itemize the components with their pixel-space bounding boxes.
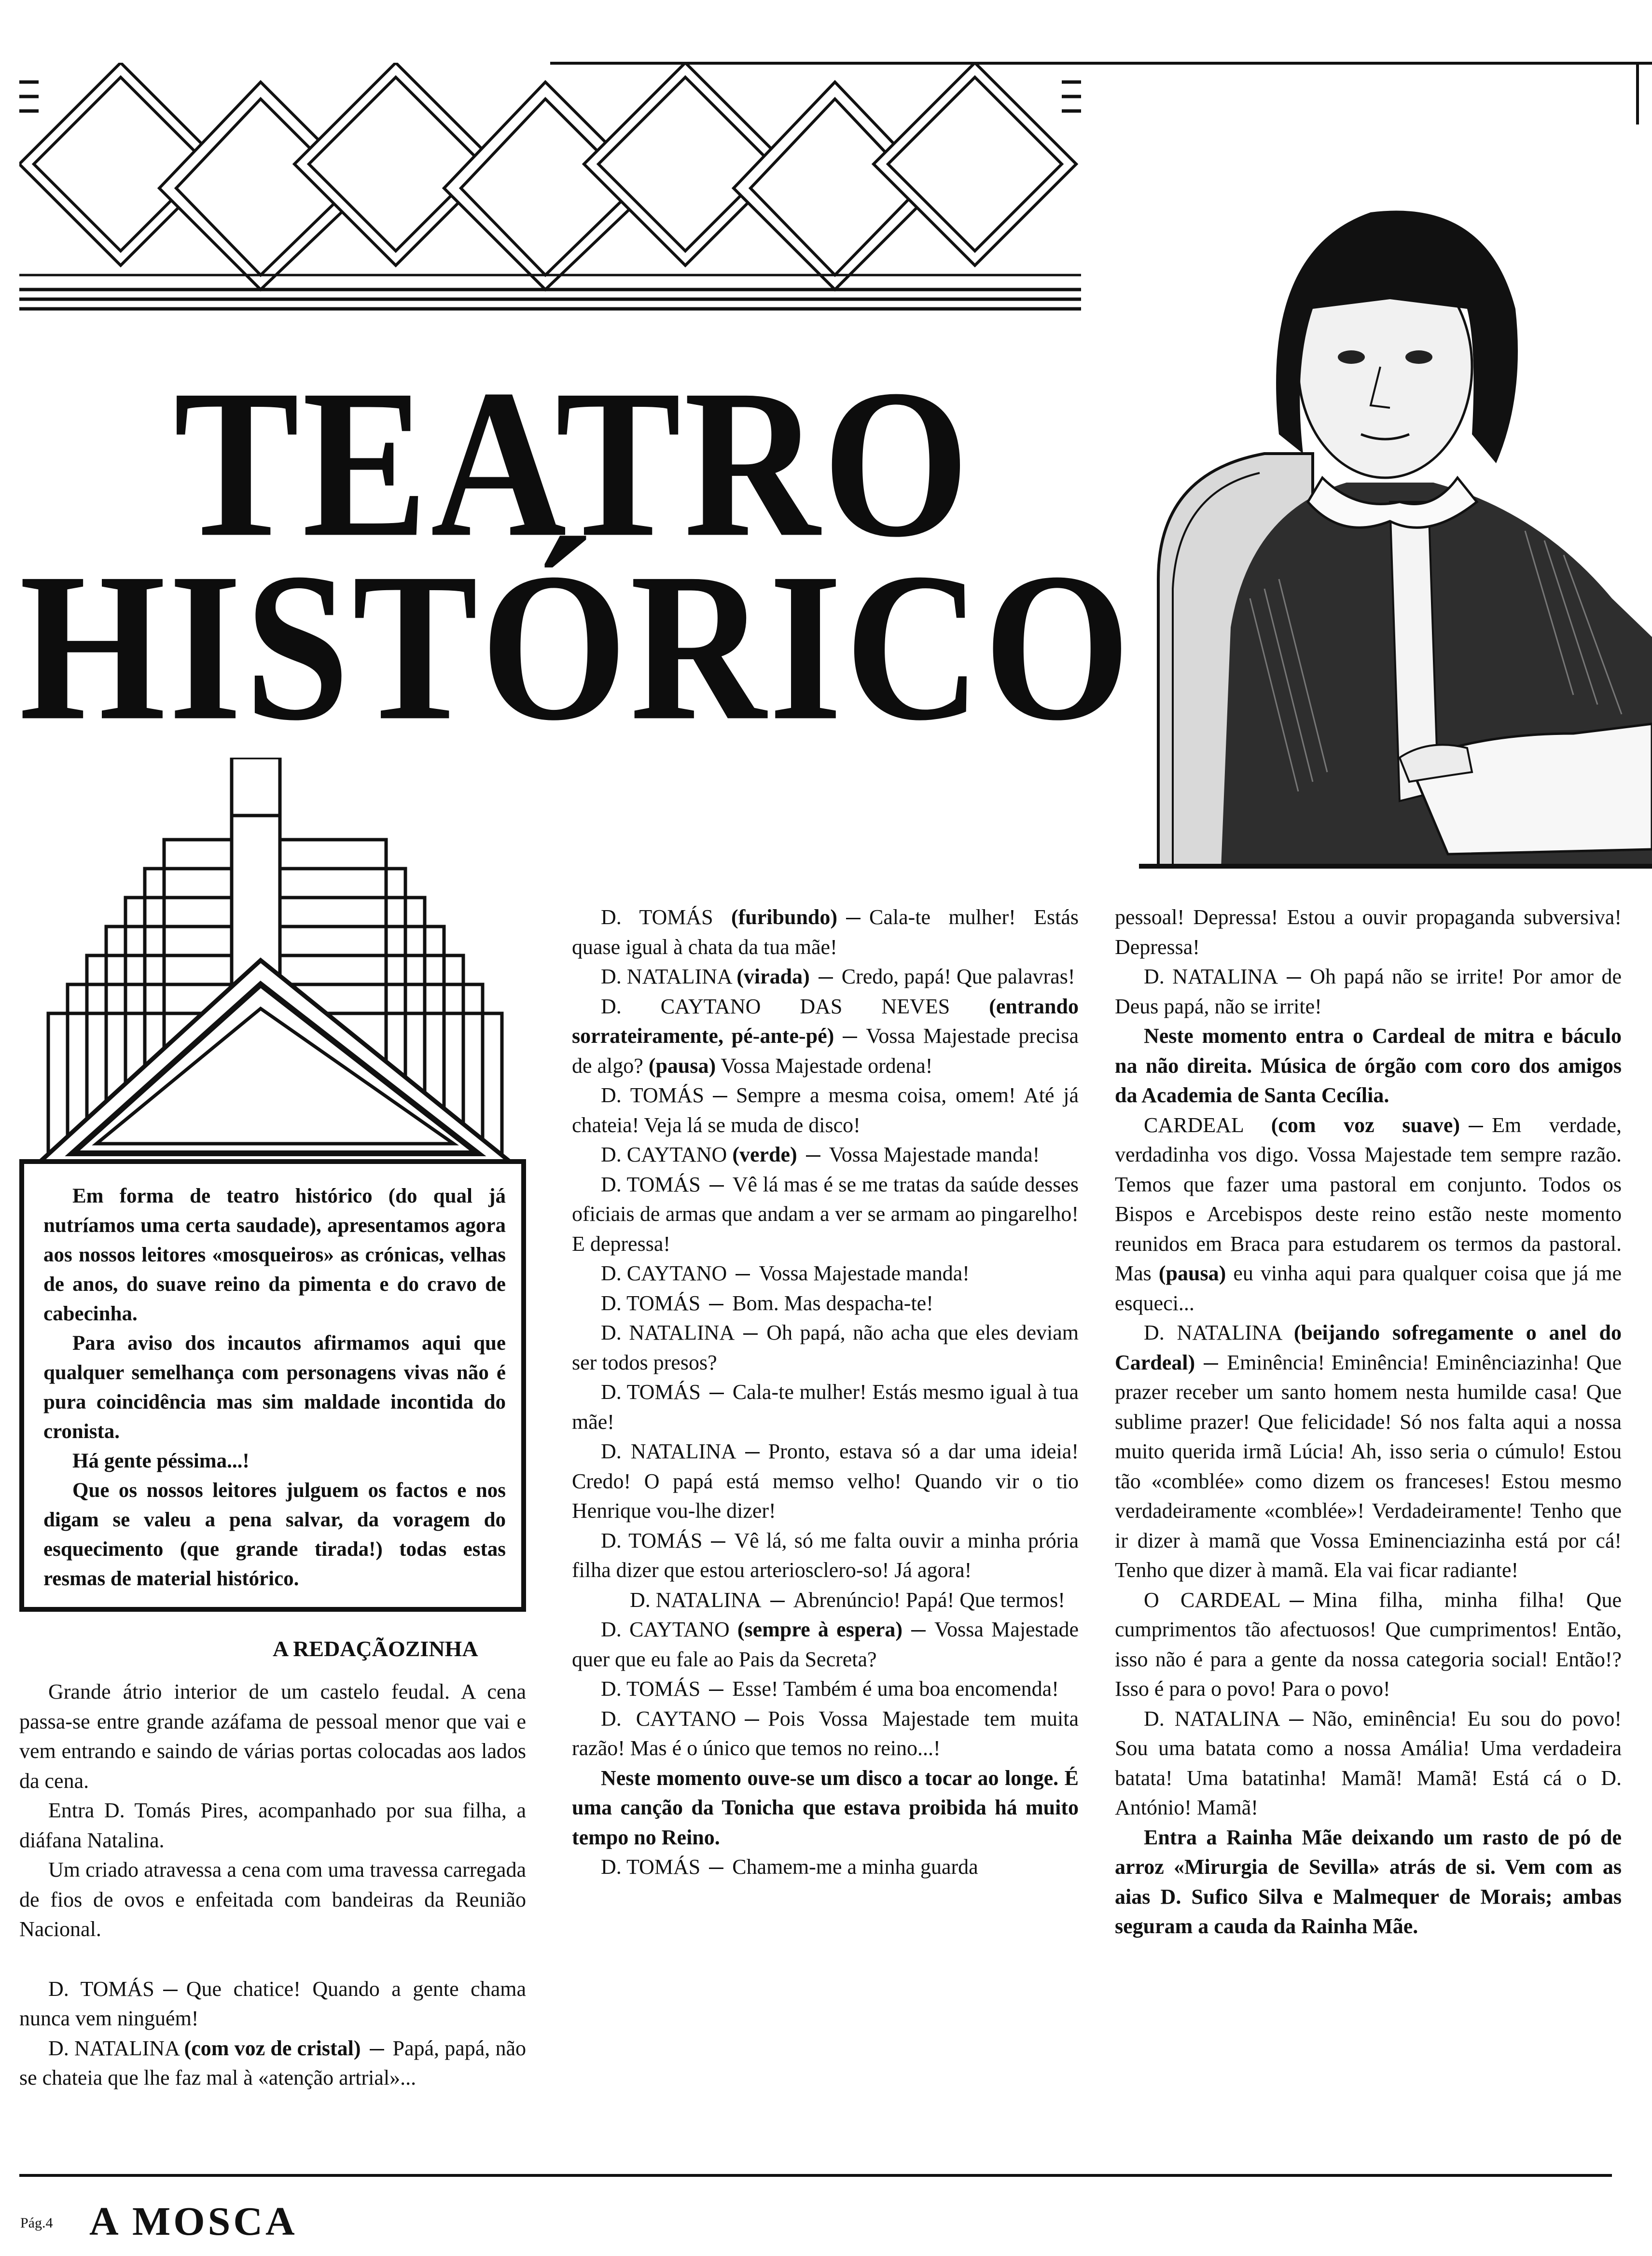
header-rule-edge [1636,62,1639,125]
dialogue-line [1115,1585,1622,1704]
speech-text: Chamem-me a minha guarda [732,1855,978,1879]
text-column-3 [1115,902,1622,1941]
speech-text: Pronto, estava só a dar uma ideia! Credo! O papá está memso velho! Quando vir o tio Henrique vou-lhe dizer! [572,1439,1079,1522]
narration-paragraph [19,1796,526,1855]
dialogue-dash [1289,1719,1304,1721]
intro-paragraph: Em forma de teatro histórico (do qual já nutríamos uma certa saudade), apresentamos agora aos nossos leitores «mosqueiros» as crónicas, velhas de anos, do suave reino da pimenta e do cravo de cabecinha. [43,1185,506,1325]
speaker-name: D. TOMÁS [601,1855,701,1879]
speaker-name: D. NATALINA [601,965,732,988]
dialogue-dash [843,1037,857,1038]
speaker-name: D. NATALINA [601,1439,736,1463]
dialogue-line [1115,962,1622,1021]
speech-text: Bom. Mas despacha-te! [732,1291,933,1315]
speaker-direction: (virada) [736,965,810,988]
page-title-line1: TEATRO [174,346,972,581]
speaker-name: D. NATALINA [601,1321,735,1344]
stage-direction [572,1763,1079,1853]
speaker-name: D. CAYTANO [601,1261,727,1285]
stage-direction [1115,1021,1622,1110]
speech-text: Que chatice! Quando a gente chama nunca vem ninguém! [19,1977,526,2030]
dialogue-dash [709,1393,724,1394]
narration-paragraph [19,1855,526,1944]
speaker-name: D. TOMÁS [601,1083,704,1107]
stepped-house-ornament [19,758,531,1163]
masthead-logo: A MOSCA [89,2199,298,2244]
dialogue-line [572,1377,1079,1437]
dialogue-line [572,992,1079,1081]
speech-text: Cala-te mulher! Estás mesmo igual à tua mãe! [572,1380,1079,1434]
dialogue-line [572,1170,1079,1259]
speech-text: Papá, papá, não se chateia que lhe faz mal à «atenção artrial»... [19,2036,526,2090]
dialogue-line [572,1615,1079,1674]
speaker-name: D. CAYTANO [601,1143,727,1166]
dialogue-line [572,1674,1079,1704]
narration-paragraph [19,1677,526,1796]
page-title-line2: HISTÓRICO [19,529,1133,765]
speech-text: Um criado atravessa a cena com uma travessa carregada de fios de ovos e enfeitada com bandeiras da Reunião Nacional. [19,1858,526,1941]
dialogue-line [19,1974,526,2034]
stage-direction-text: Entra a Rainha Mãe deixando um rasto de pó de arroz «Mirurgia de Sevilla» atrás de si. Vem com as aias D. Sufico Silva e Malmequer de Morais; ambas seguram a cauda da Rainha Mãe. [1115,1825,1622,1938]
text-column-2 [572,902,1079,1882]
speech-text: Vossa Majestade manda! [759,1261,970,1285]
intro-paragraph: Para aviso dos incautos afirmamos aqui que qualquer semelhança com personagens vivas não é pura coincidência mas sim maldade incontida do cronista. [43,1332,506,1443]
speech-text: Grande átrio interior de um castelo feudal. A cena passa-se entre grande azáfama de pessoal menor que vai e vem entrando e saindo de várias portas colocadas aos lados da cena. [19,1680,526,1793]
speech-text: Eminência! Eminência! Eminênciazinha! Que prazer receber um santo homem nesta humilde casa! Que sublime prazer! Que felicidade! Só nos falta aqui a nossa muito querida irmã Lúcia! Ah, isso seria o cúmulo! Estou tão «comblée» como dizem os franceses! Estou mesmo verdadeiramente «comblée»! Verdadeiramente! Tenho que ir dizer à mamã que Vossa Eminenciazinha está por cá! Tenho que dizer à mamã. Ela vai ficar radiante! [1115,1350,1622,1582]
dialogue-line [572,902,1079,962]
dialogue-line [572,1259,1079,1288]
speaker-direction: (com voz de cristal) [184,2036,361,2060]
speech-text: Mina filha, minha filha! Que cumprimentos tão afectuosos! Que cumprimentos! Então, isso não é para a gente da nossa categoria social! Então!? Isso é para o povo! Para o povo! [1115,1588,1622,1701]
speaker-direction: (com voz suave) [1271,1113,1460,1137]
speech-text: Esse! Também é uma boa encomenda! [732,1677,1059,1701]
intro-paragraph: Que os nossos leitores julguem os factos e nos digam se valeu a pena salvar, da voragem do esquecimento (que grande tirada!) todas estas resmas de material histórico. [43,1479,506,1590]
dialogue-dash [745,1452,760,1453]
boy-portrait-engraving [1139,164,1652,869]
speaker-name: D. TOMÁS [48,1977,154,2001]
speaker-name: O CARDEAL [1144,1588,1281,1612]
speaker-direction: (verde) [732,1143,797,1166]
dialogue-line [1115,1110,1622,1318]
intro-paragraph: Há gente péssima...! [72,1450,250,1472]
dialogue-line [1115,1704,1622,1823]
speech-text: Oh papá, não acha que eles deviam ser todos presos? [572,1321,1079,1374]
dialogue-dash [709,1185,724,1187]
dialogue-dash [743,1333,758,1335]
dialogue-dash [370,2049,384,2050]
speech-text: Entra D. Tomás Pires, acompanhado por sua filha, a diáfana Natalina. [19,1799,526,1852]
speech-text: Em verdade, verdadinha vos digo. Vossa Majestade tem sempre razão. Temos que fazer uma pastoral em conjunto. Todos os Bispos e Arcebispos deste reino estão neste momento reunidos em Braca para estudarem os termos da pastoral. Mas [1115,1113,1622,1285]
dialogue-dash [709,1868,723,1869]
speaker-name: D. NATALINA [1144,1706,1280,1730]
dialogue-line [572,1318,1079,1377]
narration-paragraph [1115,902,1622,962]
stage-direction [1115,1823,1622,1941]
speaker-direction: (pausa) [1158,1261,1226,1285]
dialogue-line [572,1852,1079,1882]
speech-text: Abrenúncio! Papá! Que termos! [793,1588,1065,1612]
speaker-name: D. CAYTANO [601,1618,730,1641]
dialogue-dash [1469,1126,1483,1127]
dialogue-line [572,1585,1079,1615]
speech-text: eu vinha aqui para qualquer coisa que já me esqueci... [1115,1261,1622,1315]
speaker-direction: (pausa) [648,1053,716,1078]
speaker-direction: (sempre à espera) [737,1618,903,1641]
speech-text: Cala-te mulher! Estás quase igual à chata da tua mãe! [572,905,1079,959]
speech-text: Sempre a mesma coisa, omem! Até já chateia! Veja lá se muda de disco! [572,1083,1079,1137]
page-number: Pág.4 [20,2215,53,2231]
dialogue-dash [709,1304,723,1305]
footer-rule [19,2174,1612,2177]
speech-text: Vossa Majestade manda! [829,1143,1040,1166]
speaker-name: D. NATALINA [1144,965,1278,988]
speaker-direction: (entrando sorrateiramente, pé-ante-pé) [572,994,1079,1048]
speech-text: Credo, papá! Que palavras! [841,965,1075,988]
dialogue-dash [770,1601,785,1602]
speech-text: pessoal! Depressa! Estou a ouvir propaganda subversiva! Depressa! [1115,905,1622,959]
editorial-intro-box [19,1159,526,1612]
dialogue-dash [713,1096,727,1097]
dialogue-line [572,1288,1079,1318]
dialogue-line [572,1080,1079,1140]
speech-text: Oh papá não se irrite! Por amor de Deus papá, não se irrite! [1115,965,1622,1018]
speaker-name: D. TOMÁS [601,1380,701,1404]
speaker-name: D. TOMÁS [601,1172,701,1196]
speaker-name: CARDEAL [1144,1113,1244,1137]
speech-text: Vossa Majestade precisa de algo? [572,1024,1079,1078]
speaker-direction: (furibundo) [731,905,838,929]
stage-direction-text: Neste momento entra o Cardeal de mitra e báculo na não direita. Música de órgão com coro dos amigos da Academia de Santa Cecília. [1115,1024,1622,1107]
speaker-name: D. CAYTANO [601,1706,736,1730]
speaker-name: D. NATALINA [1144,1321,1282,1344]
dialogue-dash [163,1990,178,1991]
speaker-name: D. TOMÁS [601,1528,703,1552]
dialogue-dash [911,1630,926,1632]
dialogue-dash [1287,977,1301,979]
speaker-name: D. TOMÁS [601,905,713,929]
dialogue-dash [819,977,833,979]
dialogue-line [572,962,1079,992]
stage-direction-text: Neste momento ouve-se um disco a tocar ao longe. É uma canção da Tonicha que estava proibida há muito tempo no Reino. [572,1766,1079,1849]
speaker-name: D. TOMÁS [601,1677,701,1701]
speaker-name: D. NATALINA [48,2036,179,2060]
speech-text: Vossa Majestade quer que eu fale ao Pais da Secreta? [572,1618,1079,1671]
speaker-name: D. CAYTANO DAS NEVES [601,994,950,1018]
speech-text: Não, eminência! Eu sou do povo! Sou uma batata como a nossa Amália! Uma verdadeira batata! Uma batatinha! Mamã! Mamã! Está cá o D. António! Mamã! [1115,1706,1622,1819]
dialogue-dash [1204,1363,1218,1365]
dialogue-line [572,1437,1079,1526]
dialogue-dash [1290,1601,1304,1602]
dialogue-dash [745,1719,759,1721]
speech-text: Vê lá mas é se me tratas da saúde desses oficiais de armas que andam a ver se armam ao pingarelho! E depressa! [572,1172,1079,1256]
dialogue-dash [736,1274,750,1275]
dialogue-line [572,1704,1079,1763]
dialogue-line [19,2034,526,2093]
speech-text: Pois Vossa Majestade tem muita razão! Mas é o único que temos no reino...! [572,1706,1079,1760]
dialogue-dash [711,1541,725,1543]
speaker-name: D. NATALINA [630,1588,762,1612]
dialogue-line [572,1526,1079,1585]
text-column-1 [19,1677,526,2093]
dialogue-dash [846,918,861,919]
dialogue-line [1115,1318,1622,1585]
speaker-direction: (beijando sofregamente o anel do Cardeal) [1115,1321,1622,1374]
speaker-name: D. TOMÁS [601,1291,701,1315]
speech-text: Vê lá, só me falta ouvir a minha prória filha dizer que estou arteriosclero-so! Já agora! [572,1528,1079,1582]
editorial-signature: A REDAÇÃOZINHA [273,1636,478,1661]
art-deco-diamond-ornament [19,63,1081,314]
speech-text: Vossa Majestade ordena! [721,1053,933,1078]
dialogue-line [572,1140,1079,1170]
dialogue-dash [709,1689,723,1691]
dialogue-dash [806,1155,820,1157]
